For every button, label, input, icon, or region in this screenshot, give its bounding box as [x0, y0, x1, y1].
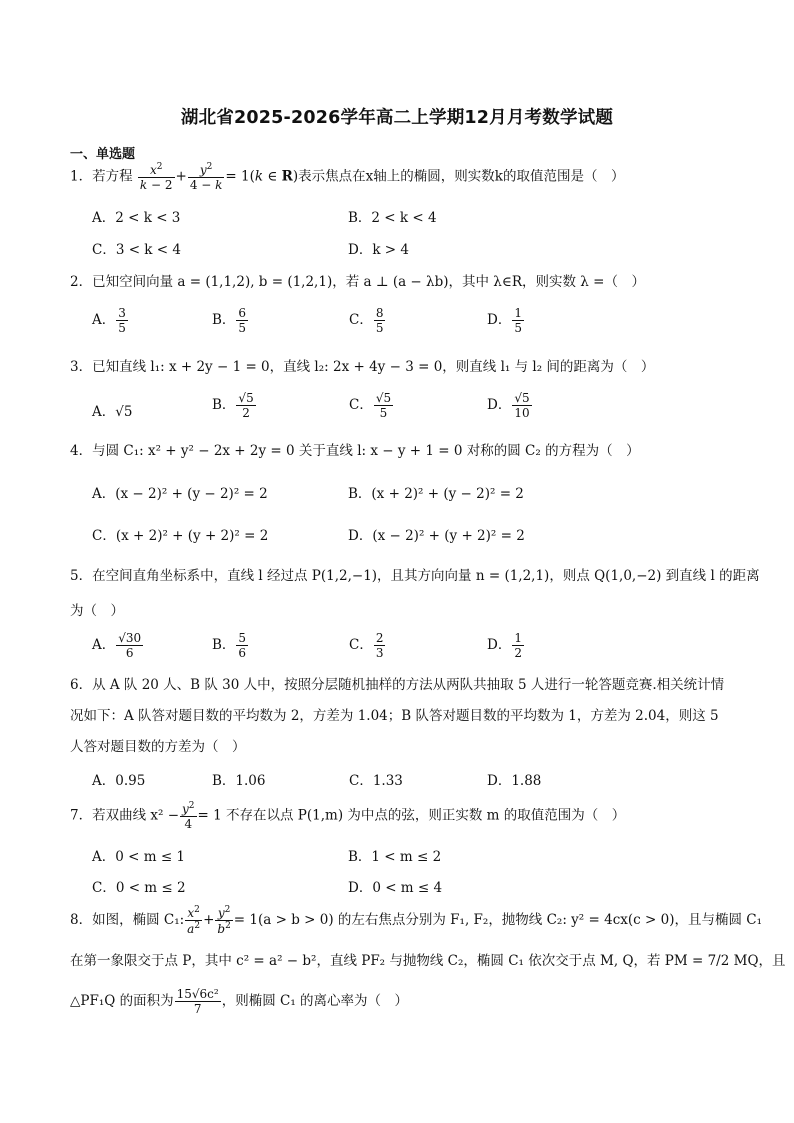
- q3-option-b[interactable]: [212, 392, 257, 419]
- q3-option-b-label: B．: [212, 397, 236, 413]
- question-1: 1．若方程 $\frac{x^2}{k - 2}$ + $\frac{y^2}{4 - k}$ = 1(k ∈ R)表示焦点在x轴上的椭圆，则实数k的取值范围是（ ）: [70, 162, 625, 192]
- q7-option-d[interactable]: D．0 < m ≤ 4: [348, 880, 443, 896]
- q6-option-d[interactable]: D．1.88: [487, 773, 542, 789]
- question-8-line-1: 8．如图，椭圆 C₁: $\frac{x^2}{a^2}$ + $\frac{y^2}{b^2}$ = 1(a > b > 0) 的左右焦点分别为 F₁, F₂，抛物线 C₂: y² = 4cx(c > 0)，且与椭圆 C₁: [70, 905, 762, 936]
- question-7-lead: 7．若双曲线 x² −: [70, 807, 180, 824]
- q1-option-d[interactable]: D．k > 4: [348, 242, 409, 258]
- question-5-line-2: 为（ ）: [70, 603, 124, 619]
- q6-option-b[interactable]: B．1.06: [212, 773, 266, 789]
- q3-option-d-label: D．: [487, 397, 512, 413]
- q2-option-d-label: D．: [487, 312, 512, 328]
- question-8-tail: = 1(a > b > 0) 的左右焦点分别为 F₁, F₂，抛物线 C₂: y² = 4cx(c > 0)，且与椭圆 C₁: [233, 912, 762, 928]
- q2-option-d[interactable]: [487, 307, 525, 334]
- q2-option-c[interactable]: [349, 307, 386, 334]
- q5-option-c-fraction: $\frac{2}{3}$: [375, 631, 384, 660]
- q5-option-d-label: D．: [487, 637, 512, 653]
- section-heading: 一、单选题: [70, 147, 136, 162]
- fraction-area: $\frac{\text{15√6c²}}{7}$: [176, 987, 219, 1016]
- q5-option-b[interactable]: [212, 632, 249, 659]
- fraction-y2-over-4: $\frac{y^2}{4}$: [182, 801, 195, 831]
- q3-option-c-fraction: $\frac{√5}{5}$: [375, 391, 392, 420]
- question-8-line-2: 在第一象限交于点 P，其中 c² = a² − b²，直线 PF₂ 与抛物线 C₂，椭圆 C₁ 依次交于点 M, Q，若 PM = 7/2 MQ，且: [70, 953, 786, 969]
- question-4: 4．与圆 C₁: x² + y² − 2x + 2y = 0 关于直线 l: x − y + 1 = 0 对称的圆 C₂ 的方程为（ ）: [70, 443, 640, 459]
- q5-option-d[interactable]: [487, 632, 525, 659]
- question-1-tail: 表示焦点在x轴上的椭圆，则实数k的取值范围是（ ）: [298, 168, 625, 185]
- q5-option-b-label: B．: [212, 637, 236, 653]
- q2-option-a-fraction: $\frac{3}{5}$: [118, 306, 126, 335]
- q5-option-c[interactable]: [349, 632, 386, 659]
- q2-option-a[interactable]: [92, 307, 129, 334]
- q7-option-c[interactable]: C．0 < m ≤ 2: [92, 880, 186, 896]
- q4-option-c[interactable]: C．(x + 2)² + (y + 2)² = 2: [92, 528, 269, 544]
- question-6-line-1: 6．从 A 队 20 人、B 队 30 人中，按照分层随机抽样的方法从两队共抽取 5 人进行一轮答题竞赛.相关统计情: [70, 677, 725, 693]
- q5-option-c-label: C．: [349, 637, 373, 653]
- q2-option-d-fraction: $\frac{1}{5}$: [514, 306, 522, 335]
- question-1-lead: 1．若方程: [70, 168, 133, 185]
- q2-option-a-label: A．: [92, 312, 116, 328]
- q3-option-b-fraction: $\frac{√5}{2}$: [238, 391, 254, 420]
- q5-option-a-label: A．: [92, 637, 116, 653]
- q2-option-b-label: B．: [212, 312, 236, 328]
- q1-option-c[interactable]: C．3 < k < 4: [92, 242, 181, 258]
- question-6-line-2: 况如下：A 队答对题目数的平均数为 2，方差为 1.04；B 队答对题目数的平均数为 1，方差为 2.04，则这 5: [70, 708, 719, 724]
- page-title: 湖北省2025-2026学年高二上学期12月月考数学试题: [180, 108, 614, 128]
- q3-option-c[interactable]: [349, 392, 394, 419]
- q3-option-c-label: C．: [349, 397, 373, 413]
- q2-option-c-label: C．: [349, 312, 373, 328]
- q1-option-b[interactable]: B．2 < k < 4: [348, 210, 437, 226]
- q3-option-a[interactable]: A．√5: [92, 404, 133, 420]
- q6-option-a[interactable]: A．0.95: [92, 773, 146, 789]
- q2-option-c-fraction: $\frac{8}{5}$: [375, 306, 384, 335]
- question-8-lead: 8．如图，椭圆 C₁:: [70, 912, 185, 928]
- question-5-line-1: 5．在空间直角坐标系中，直线 l 经过点 P(1,2,−1)，且其方向向量 n = (1,2,1)，则点 Q(1,0,−2) 到直线 l 的距离: [70, 568, 760, 584]
- q5-option-d-fraction: $\frac{1}{2}$: [514, 631, 522, 660]
- q1-option-a[interactable]: A．2 < k < 3: [92, 210, 181, 226]
- q3-option-d[interactable]: [487, 392, 533, 419]
- q4-option-d[interactable]: D．(x − 2)² + (y + 2)² = 2: [348, 528, 525, 544]
- q2-option-b-fraction: $\frac{6}{5}$: [238, 306, 247, 335]
- fraction-y2: $\frac{y^2}{4 - k}$: [189, 162, 223, 192]
- question-7: [70, 802, 625, 830]
- q7-option-a[interactable]: A．0 < m ≤ 1: [92, 849, 186, 865]
- q3-option-d-fraction: $\frac{√5}{10}$: [514, 391, 530, 420]
- q5-option-a[interactable]: [92, 632, 144, 659]
- question-7-tail: = 1 不存在以点 P(1,m) 为中点的弦，则正实数 m 的取值范围为（ ）: [197, 807, 626, 824]
- q5-option-b-fraction: $\frac{5}{6}$: [238, 631, 247, 660]
- question-8-line-3-tail: ，则椭圆 C₁ 的离心率为（ ）: [221, 993, 409, 1009]
- fraction-x2-over-a2: $\frac{x^2}{a^2}$: [187, 905, 201, 936]
- question-2: 2．已知空间向量 a = (1,1,2), b = (1,2,1)，若 a ⊥ (a − λb)，其中 λ∈R，则实数 λ =（ ）: [70, 274, 645, 290]
- q4-option-b[interactable]: B．(x + 2)² + (y − 2)² = 2: [348, 486, 524, 502]
- q7-option-b[interactable]: B．1 < m ≤ 2: [348, 849, 442, 865]
- question-3: 3．已知直线 l₁: x + 2y − 1 = 0，直线 l₂: 2x + 4y − 3 = 0，则直线 l₁ 与 l₂ 间的距离为（ ）: [70, 359, 655, 375]
- q6-option-c[interactable]: C．1.33: [349, 773, 403, 789]
- question-8-line-3: [70, 988, 408, 1015]
- fraction-x2: $\frac{x^2}{k - 2}$: [139, 162, 173, 192]
- q5-option-a-fraction: $\frac{√30}{6}$: [118, 631, 142, 660]
- q4-option-a[interactable]: A．(x − 2)² + (y − 2)² = 2: [92, 486, 268, 502]
- question-6-line-3: 人答对题目数的方差为（ ）: [70, 739, 246, 755]
- question-8-line-3-lead: △PF₁Q 的面积为: [70, 993, 174, 1009]
- q2-option-b[interactable]: [212, 307, 249, 334]
- fraction-y2-over-b2: $\frac{y^2}{b^2}$: [217, 905, 231, 936]
